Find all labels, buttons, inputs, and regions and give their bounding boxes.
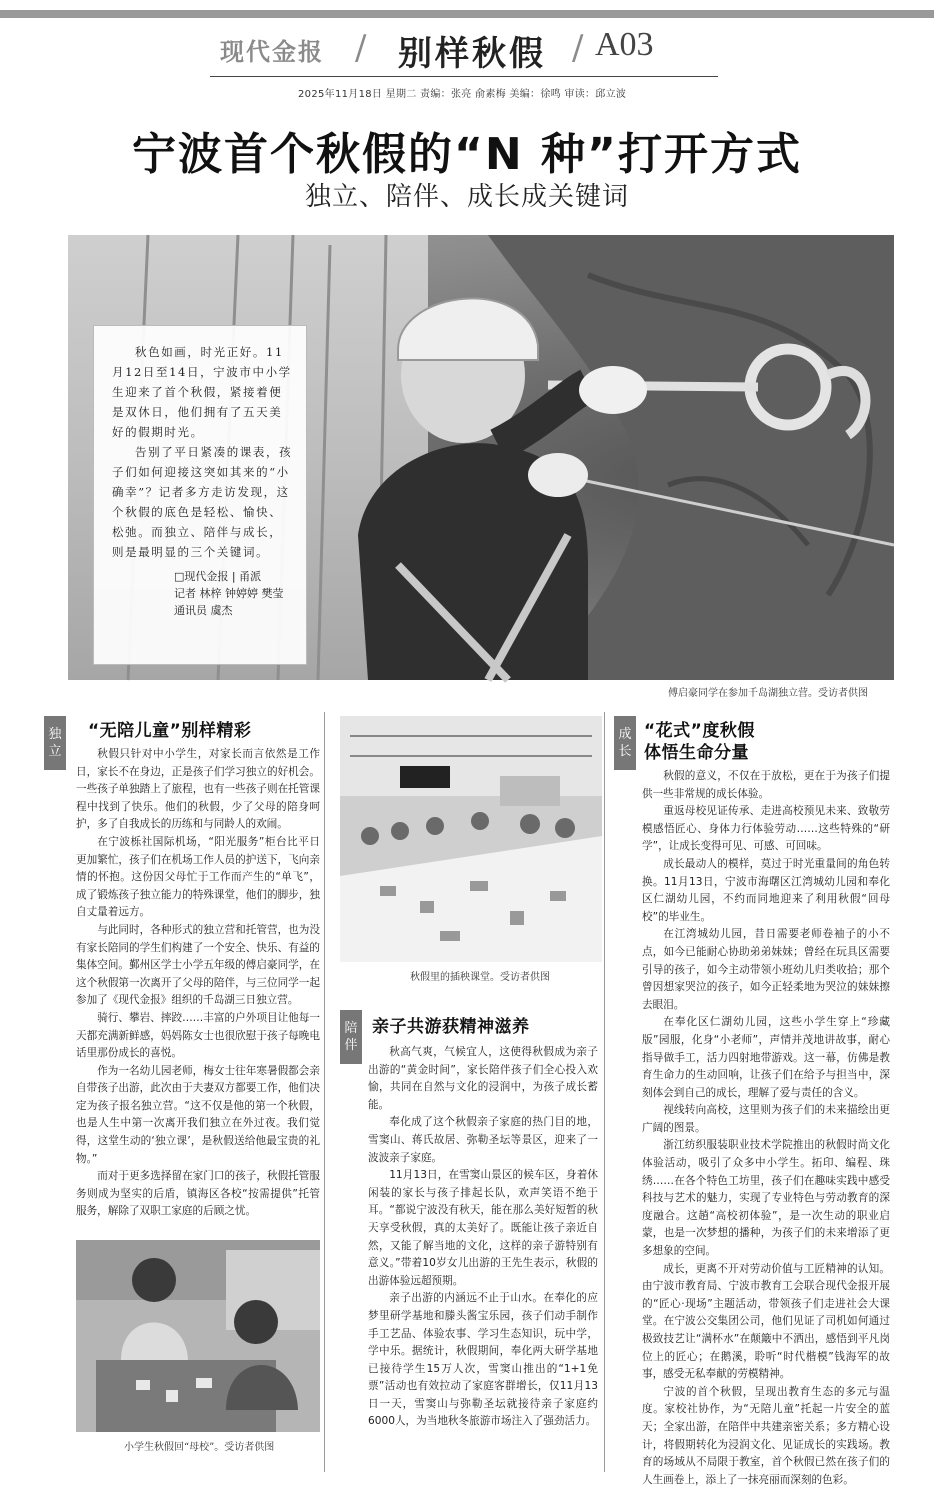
paragraph: 在奉化区仁湖幼儿园，这些小学生穿上“珍藏版”园服，化身“小老师”，声情并茂地讲故事，耐心指导做手工，活力四射地带游戏。这一幕，仿佛是教育生命力的生动回响，让孩子们在给予与担当中，深刻体会到自己的成长，理解了爱与责任的含义。 [642, 1016, 890, 1099]
paragraph: 奉化成了这个秋假亲子家庭的热门目的地，雪窦山、蒋氏故居、弥勒圣坛等景区，迎来了一波波亲子家庭。 [368, 1116, 598, 1164]
section-title-company: 亲子共游获精神滋养 [372, 1017, 530, 1037]
hero-caption: 傅启豪同学在参加千岛湖独立营。受访者供图 [668, 688, 868, 699]
paragraph: 秋假的意义，不仅在于放松，更在于为孩子们提供一些非常规的成长体验。 [642, 770, 890, 800]
intro-box [93, 325, 307, 665]
paragraph: 骑行、攀岩、摔跤……丰富的户外项目让他每一天都充满新鲜感，妈妈陈女士也很欣慰于孩子每晚电话里那份成长的喜悦。 [76, 1011, 320, 1060]
paragraph: 而对于更多选择留在家门口的孩子，秋假托管服务则成为坚实的后盾，镇海区各校“按需提供”托管服务，解除了双职工家庭的后顾之忧。 [76, 1170, 320, 1218]
section-title-independent: “无陪儿童”别样精彩 [88, 721, 252, 741]
paper-name: 现代金报 [220, 38, 324, 66]
section-body-company [368, 1044, 598, 1470]
paragraph: 作为一名幼儿园老师，梅女士往年寒暑假都会亲自带孩子出游，此次由于夫妻双方都要工作，他们决定为孩子报名独立营。“这不仅是他的第一个秋假，也是人生中第一次离开我们独立在外过夜。我们觉得，这堂生动的‘独立课’，是秋假送给他最宝贵的礼物。” [76, 1064, 320, 1165]
photo-caption-alma-mater: 小学生秋假回“母校”。受访者供图 [124, 1442, 275, 1453]
section-tag-company: 陪伴 [340, 1010, 362, 1064]
dateline: 2025年11月18日 星期二 责编：张亮 俞素梅 美编：徐鸣 审读：邱立波 [298, 89, 627, 100]
intro-paragraph: 秋色如画，时光正好。11月12日至14日，宁波市中小学生迎来了首个秋假，紧接着便是双休日，他们拥有了五天美好的假期时光。 [112, 345, 292, 439]
section-body-growth [642, 768, 890, 1486]
page-subhead: 独立、陪伴、成长成关键词 [304, 182, 629, 212]
classroom-illustration [340, 716, 602, 962]
paragraph: 宁波的首个秋假，呈现出教育生态的多元与温度。家校社协作，为“无陪儿童”托起一片安全的蓝天；全家出游，在陪伴中共建亲密关系；多方精心设计，将假期转化为浸润文化、见证成长的实践场。教育的场域从不局限于教室，首个秋假已然在孩子们的人生画卷上，添上了一抹亮丽而深刻的色彩。 [642, 1385, 890, 1486]
photo-rice-class [340, 716, 602, 962]
section-tag-independent: 独立 [44, 716, 66, 770]
paragraph: 在江湾城幼儿园，昔日需要老师卷袖子的小不点，如今已能耐心协助弟弟妹妹；曾经在玩具区需要引导的孩子，如今主动带领小班幼儿归类收拾；那个曾因想家哭泣的孩子，如今正轻柔地为哭泣的妹妹擦去眼泪。 [642, 928, 890, 1011]
section-name: 别样秋假 [398, 34, 546, 74]
column-rule [604, 712, 605, 1472]
column-rule [324, 712, 325, 1472]
paragraph: 亲子出游的内涵远不止于山水。在奉化的应梦里研学基地和滕头酱宝乐园，孩子们动手制作手工艺品、体验农事、学习生态知识，玩中学，学中乐。据统计，秋假期间，奉化两大研学基地已接待学生15万人次，雪窦山推出的“1+1免票”活动也有效拉动了家庭客群增长，仅11月13日一天，雪窦山与弥勒圣坛就接待亲子家庭约6000人，为当地秋冬旅游市场注入了强劲活力。 [368, 1292, 598, 1428]
paragraph: 成长最动人的模样，莫过于时光重量间的角色转换。11月13日，宁波市海曙区江湾城幼儿园和奉化区仁湖幼儿园，不约而同地迎来了利用秋假“回母校”的毕业生。 [642, 857, 890, 923]
paragraph: 重返母校见证传承、走进高校预见未来、致敬劳模感悟匠心、身体力行体验劳动……这些特殊的“研学”，让成长变得可见、可感、可回味。 [642, 805, 890, 853]
masthead-divider: / [355, 28, 367, 68]
paragraph: 视线转向高校，这里则为孩子们的未来描绘出更广阔的图景。 [642, 1104, 890, 1134]
section-tag-growth: 成长 [614, 716, 636, 770]
masthead [220, 22, 720, 74]
byline-reporters: 记者 林梓 钟婷婷 樊莹 [174, 587, 284, 600]
byline-outlet: □现代金报 | 甬派 [174, 570, 262, 583]
photo-alma-mater [76, 1240, 320, 1432]
hero-photo [68, 235, 894, 680]
section-body-independent [76, 746, 320, 1234]
paragraph: 秋假只针对中小学生，对家长而言依然是工作日，家长不在身边，正是孩子们学习独立的好机会。一些孩子单独踏上了旅程，也有一些孩子则在托管课程中找到了快乐。他们的秋假，少了父母的陪身呵护，多了自我成长的历练和与同龄人的欢闹。 [76, 748, 320, 831]
section-title-growth-1: “花式”度秋假 [644, 721, 755, 741]
section-title-growth-2: 体悟生命分量 [644, 743, 749, 763]
paragraph: 11月13日，在雪窦山景区的候车区，身着休闲装的家长与孩子排起长队，欢声笑语不绝于耳。“都说宁波没有秋天，能在那么美好短暂的秋天享受秋假，真的太美好了。既能让孩子亲近自然，又能了解当地的文化，这样的亲子游特别有意义。”带着10岁女儿出游的王先生表示，秋假的出游体验远超预期。 [368, 1169, 598, 1287]
paragraph: 与此同时，各种形式的独立营和托管营，也为没有家长陪同的学生们构建了一个安全、快乐、有益的集体空间。鄞州区学士小学五年级的傅启豪同学，在这个秋假第一次离开了父母的陪伴，与三位同学一起参加了《现代金报》组织的千岛湖三日独立营。 [76, 923, 320, 1007]
masthead-divider: / [572, 28, 584, 68]
paragraph: 在宁波栎社国际机场，“阳光服务”柜台比平日更加繁忙，孩子们在机场工作人员的护送下，飞向亲情的怀抱。这份因父母忙于工作而产生的“单飞”，成了锻炼孩子独立能力的特殊课堂，他们的脚步，独自丈量着远方。 [76, 835, 320, 919]
byline-correspondent: 通讯员 虞杰 [174, 604, 233, 617]
intro-paragraph: 告别了平日紧凑的课表，孩子们如何迎接这突如其来的“小确幸”？记者多方走访发现，这个秋假的底色是轻松、愉快、松弛。而独立、陪伴与成长，则是最明显的三个关键词。 [112, 445, 293, 559]
photo-caption-rice-class: 秋假里的插秧课堂。受访者供图 [410, 972, 550, 983]
paragraph: 成长，更离不开对劳动价值与工匠精神的认知。由宁波市教育局、宁波市教育工会联合现代金报开展的“匠心·现场”主题活动，带领孩子们走进社会大课堂。在宁波公交集团公司，他们见证了司机如何通过极致技艺让“满杯水”在颠簸中不洒出，感悟到平凡岗位上的匠心；在鹅溪，聆听“时代楷模”钱海军的故事，感受无私奉献的劳模精神。 [642, 1262, 890, 1381]
page-headline: 宁波首个秋假的“N 种”打开方式 [132, 129, 802, 180]
top-bar [0, 10, 934, 18]
byline [112, 568, 294, 619]
kids-playing-illustration [76, 1240, 320, 1432]
page-number: A03 [595, 26, 654, 63]
paragraph: 秋高气爽，气候宜人，这使得秋假成为亲子出游的“黄金时间”，家长陪伴孩子们全心投入欢愉，共同在自然与文化的浸润中，为孩子成长蓄能。 [368, 1046, 598, 1111]
paragraph: 浙江纺织服装职业技术学院推出的秋假时尚文化体验活动，吸引了众多中小学生。拓印、编程、珠绣……在各个特色工坊里，孩子们在趣味实践中感受科技与艺术的魅力，实现了专业特色与劳动教育的深度融合。这趟“高校初体验”，是一次生动的职业启蒙，也是一次梦想的播种，为孩子们的未来增添了更多想象的空间。 [642, 1139, 890, 1258]
masthead-rule [210, 76, 718, 77]
